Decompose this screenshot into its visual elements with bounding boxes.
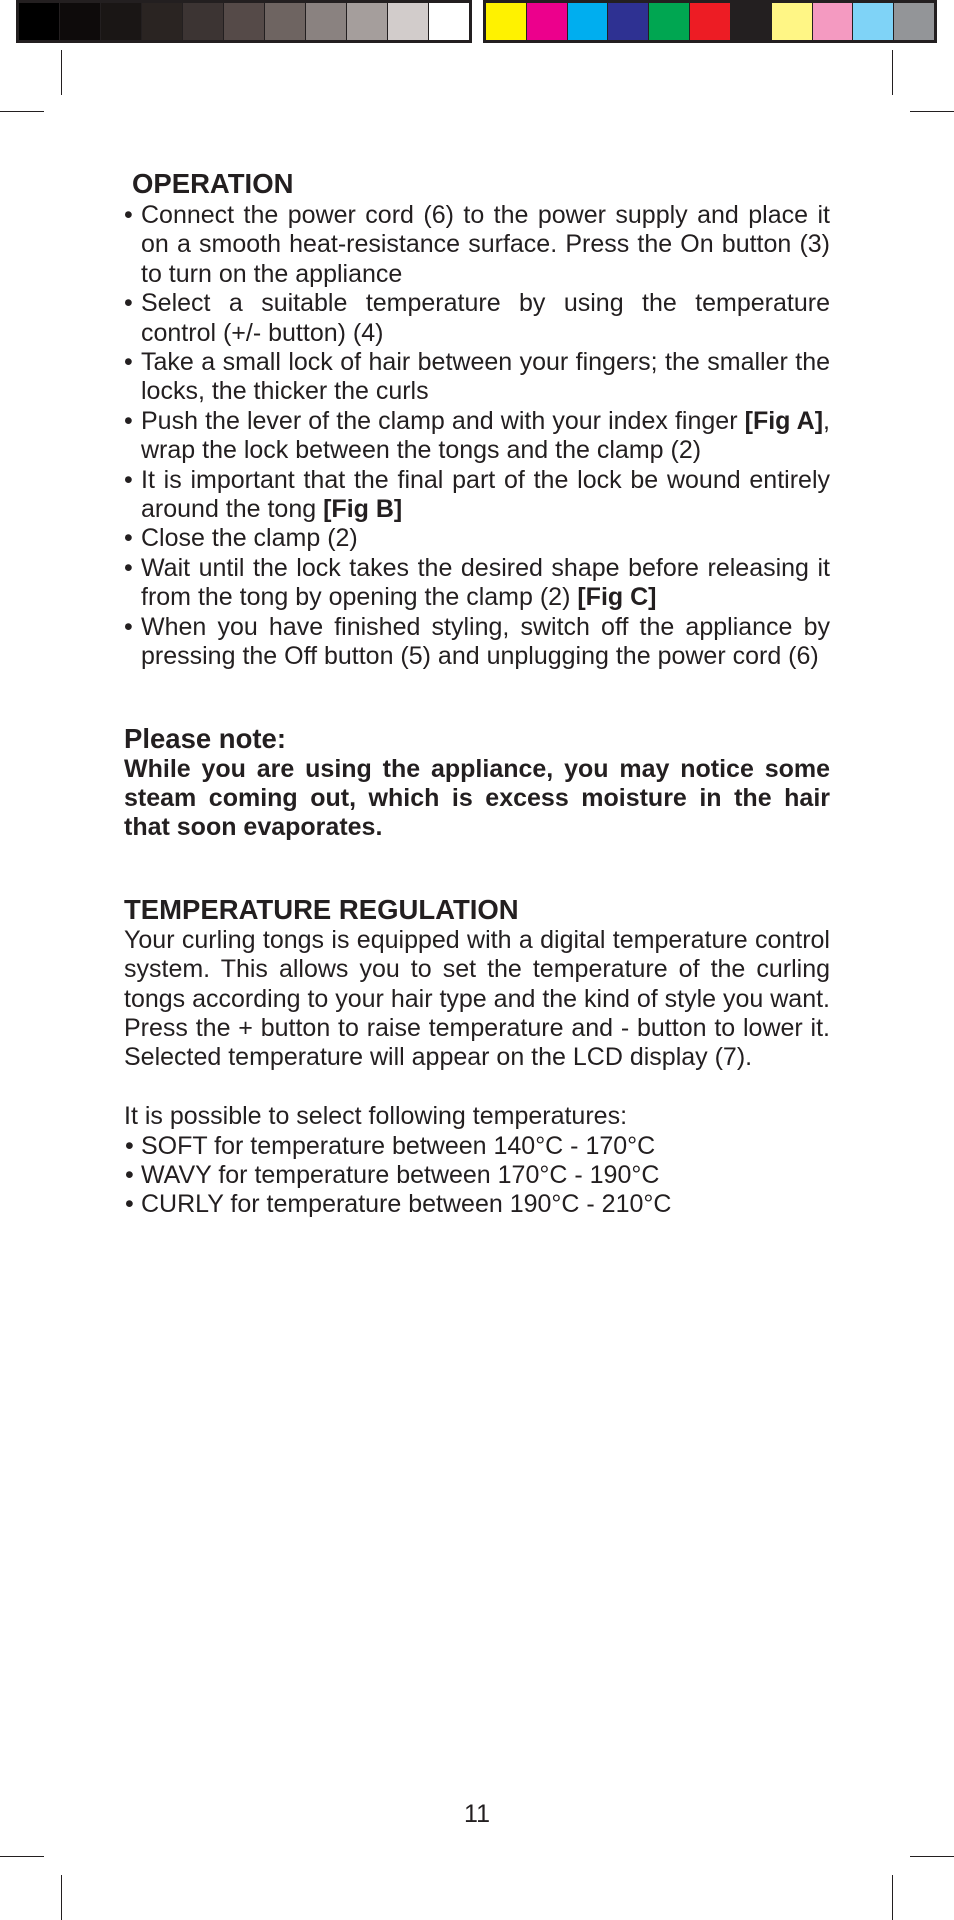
- gray-swatch: [223, 3, 264, 40]
- temperature-option: • SOFT for temperature between 140°C - 170°C: [124, 1132, 830, 1161]
- cmyk-swatch: [812, 3, 853, 40]
- gray-swatch: [264, 3, 305, 40]
- operation-step: [124, 524, 830, 553]
- temperature-regulation-heading: TEMPERATURE REGULATION: [124, 893, 519, 925]
- crop-mark-bottom-right-vertical: [892, 1875, 893, 1920]
- figure-reference: [Fig B]: [323, 495, 403, 524]
- operation-step-text: Wait until the lock takes the desired shape before releasing it from the tong by opening the clamp (2): [141, 553, 830, 612]
- gray-swatch: [305, 3, 346, 40]
- gray-swatch: [19, 3, 59, 40]
- gray-swatch: [428, 3, 469, 40]
- cmyk-swatch: [771, 3, 812, 40]
- gray-swatch: [182, 3, 223, 40]
- grayscale-calibration-bar: [16, 0, 472, 43]
- color-calibration-bar: [483, 0, 937, 43]
- crop-mark-top-left-horizontal: [0, 111, 44, 112]
- please-note-body: While you are using the appliance, you may notice some steam coming out, which is excess moisture in the hair that soon evaporates.: [124, 754, 830, 842]
- operation-step: [124, 348, 830, 407]
- operation-heading: OPERATION: [132, 168, 294, 199]
- cmyk-swatch: [567, 3, 608, 40]
- operation-step: [124, 613, 830, 672]
- please-note-heading: Please note:: [124, 722, 287, 754]
- gray-swatch: [100, 3, 141, 40]
- operation-step: [124, 201, 830, 289]
- temperature-options-intro: It is possible to select following temperatures:: [124, 1102, 628, 1131]
- crop-mark-top-right-horizontal: [910, 111, 954, 112]
- gray-swatch: [346, 3, 387, 40]
- operation-step-text: Push the lever of the clamp and with your index finger: [141, 406, 745, 435]
- cmyk-swatch: [486, 3, 526, 40]
- operation-step-text: Select a suitable temperature by using the temperature control (+/- button) (4): [141, 289, 830, 347]
- operation-step: [124, 407, 830, 466]
- operation-section: [124, 168, 830, 672]
- temperature-option: • WAVY for temperature between 170°C - 190°C: [124, 1161, 830, 1190]
- temperature-intro-paragraph: Your curling tongs is equipped with a digital temperature control system. This allows you to set the temperature of the curling tongs according to your hair type and the kind of style you want. Press the + button to raise temperature and - button to lower it. Selected temperature will appear on the LCD display (7).: [124, 925, 830, 1072]
- crop-mark-bottom-left-vertical: [61, 1875, 62, 1920]
- operation-step-text: When you have finished styling, switch off the appliance by pressing the Off button (5) and unplugging the power cord (6): [141, 612, 830, 671]
- temperature-option: • CURLY for temperature between 190°C - 210°C: [124, 1190, 830, 1219]
- cmyk-swatch: [730, 3, 771, 40]
- cmyk-swatch: [648, 3, 689, 40]
- cmyk-swatch: [607, 3, 648, 40]
- crop-mark-bottom-right-horizontal: [910, 1856, 954, 1857]
- operation-step-text-continued: , wrap the lock between the tongs and the clamp (2): [141, 406, 830, 465]
- gray-swatch: [387, 3, 428, 40]
- page-number: 11: [464, 1800, 490, 1828]
- operation-step: [124, 289, 830, 348]
- figure-reference: [Fig A]: [744, 406, 824, 435]
- gray-swatch: [59, 3, 100, 40]
- operation-steps-list: [124, 201, 830, 672]
- operation-step-text: Take a small lock of hair between your fingers; the smaller the locks, the thicker the curls: [141, 348, 830, 406]
- figure-reference: [Fig C]: [577, 583, 657, 612]
- temperature-options-list: [124, 1132, 830, 1220]
- cmyk-swatch: [852, 3, 893, 40]
- cmyk-swatch: [893, 3, 934, 40]
- crop-mark-top-right-vertical: [892, 50, 893, 95]
- operation-step-text: It is important that the final part of the lock be wound entirely around the tong: [141, 465, 830, 524]
- cmyk-swatch: [689, 3, 730, 40]
- operation-step: [124, 554, 830, 613]
- cmyk-swatch: [526, 3, 567, 40]
- temperature-regulation-section: [124, 894, 830, 1220]
- crop-mark-bottom-left-horizontal: [0, 1856, 44, 1857]
- operation-step-text: Connect the power cord (6) to the power supply and place it on a smooth heat-resistance surface. Press the On button (3) to turn on the appliance: [141, 201, 830, 288]
- please-note-section: [124, 723, 830, 843]
- crop-mark-top-left-vertical: [61, 50, 62, 95]
- operation-step-text: Close the clamp (2): [141, 524, 358, 553]
- gray-swatch: [141, 3, 182, 40]
- operation-step: [124, 466, 830, 525]
- manual-page-content: [124, 168, 830, 1220]
